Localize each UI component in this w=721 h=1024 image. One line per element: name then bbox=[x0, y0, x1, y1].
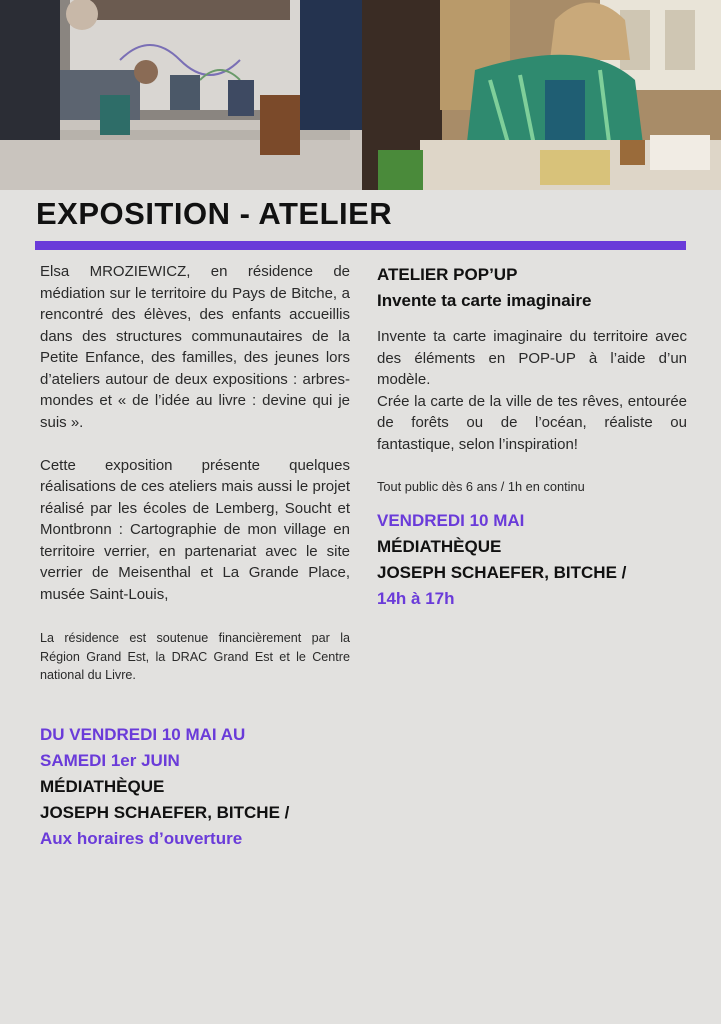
workshop-venue-line-1: MÉDIATHÈQUE bbox=[377, 537, 502, 556]
workshop-description: Invente ta carte imaginaire du territoire avec des éléments en POP-UP à l’aide d’un modèle. bbox=[377, 328, 687, 388]
workshop-venue-line-2: JOSEPH SCHAEFER, BITCHE / bbox=[377, 563, 627, 582]
exhibition-venue-line-1: MÉDIATHÈQUE bbox=[40, 776, 165, 796]
workshop-heading: ATELIER POP’UP bbox=[377, 265, 518, 284]
exhibition-description: Cette exposition présente quelques réalisations de ces ateliers mais aussi le projet réalisé par les écoles de Lemberg, Soucht et Montbronn : Cartographie de mon village en territoire verrier, en partenariat avec le site verrier de Meisenthal et La Grande Place, musée Saint-Louis, bbox=[40, 456, 350, 603]
exhibition-intro: Elsa MROZIEWICZ, en résidence de médiation sur le territoire du Pays de Bitche, a rencontré des élèves, des enfants accueillis dans des structures communautaires de la Petite Enfance, des familles, des jeunes lors d’ateliers autour de deux expositions : arbres-mondes et « de l’idée au livre : devine qui je suis ». bbox=[40, 263, 350, 431]
header-photo-strip bbox=[0, 0, 721, 190]
workshop-photos bbox=[0, 0, 721, 190]
exhibition-dates-line-1: DU VENDREDI 10 MAI AU bbox=[40, 724, 246, 744]
exhibition-dates-line-2: SAMEDI 1er JUIN bbox=[40, 750, 180, 770]
exhibition-hours: Aux horaires d’ouverture bbox=[40, 828, 243, 848]
workshop-hours: 14h à 17h bbox=[377, 589, 455, 608]
funding-note: La résidence est soutenue financièrement par la Région Grand Est, la DRAC Grand Est et le Centre national du Livre. bbox=[40, 631, 350, 682]
accent-divider bbox=[35, 241, 686, 250]
exhibition-details bbox=[40, 722, 350, 852]
workshop-subheading: Invente ta carte imaginaire bbox=[377, 291, 592, 310]
workshop-details bbox=[377, 508, 687, 612]
workshop-column bbox=[377, 262, 687, 612]
workshop-date: VENDREDI 10 MAI bbox=[377, 511, 525, 530]
workshop-audience: Tout public dès 6 ans / 1h en continu bbox=[377, 479, 585, 494]
workshop-description-2: Crée la carte de la ville de tes rêves, entourée de forêts ou de l’océan, réaliste ou fantastique, selon l’inspiration! bbox=[377, 392, 687, 453]
exhibition-venue-line-2: JOSEPH SCHAEFER, BITCHE / bbox=[40, 802, 290, 822]
exhibition-column bbox=[40, 261, 350, 852]
page-title: EXPOSITION - ATELIER bbox=[36, 196, 393, 231]
